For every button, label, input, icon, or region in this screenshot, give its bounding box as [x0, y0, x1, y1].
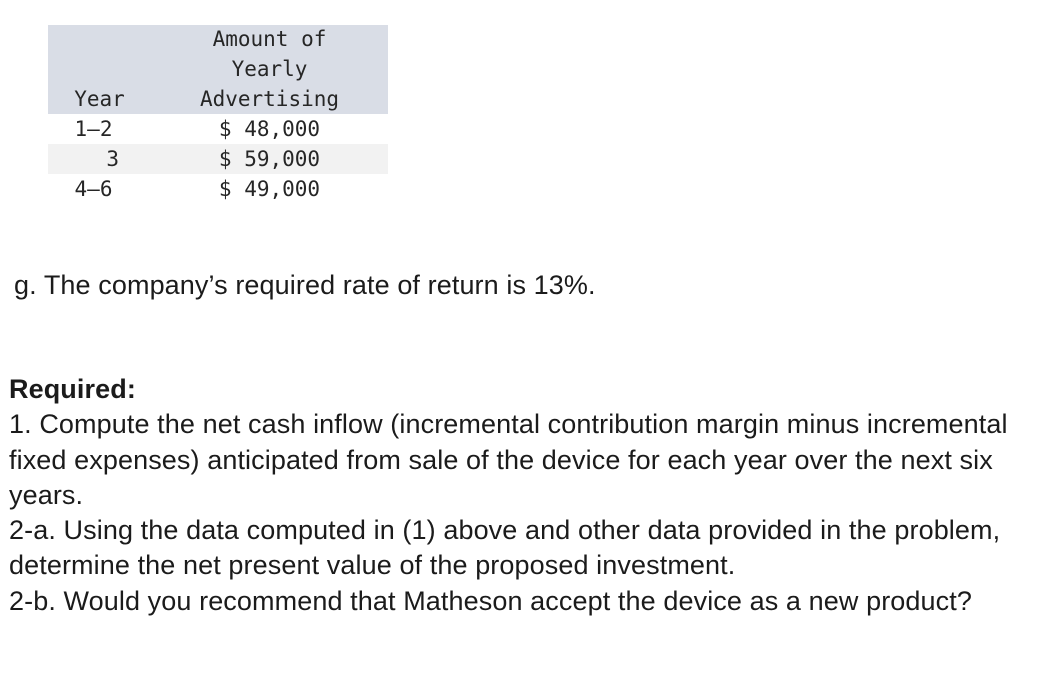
item-g-text: g. The company’s required rate of return is 13%. — [14, 270, 596, 300]
advertising-table — [48, 25, 388, 204]
question-2b: 2-b. Would you recommend that Matheson accept the device as a new product? — [9, 585, 972, 616]
required-section — [9, 372, 1039, 619]
row-amount-value: $ 59,000 — [218, 147, 321, 171]
row-year: 1–2 — [74, 117, 113, 141]
row-amount — [151, 174, 388, 204]
row-year: 3 — [106, 147, 119, 171]
table-header — [48, 25, 388, 114]
row-amount-value: $ 48,000 — [218, 117, 321, 141]
question-1: 1. Compute the net cash inflow (incremental contribution margin minus incremental fixed expenses) anticipated from sale of the device for each year over the next six years. — [9, 409, 1008, 510]
row-amount-value: $ 49,000 — [218, 177, 321, 201]
question-2a: 2-a. Using the data computed in (1) above and other data provided in the problem, determine the net present value of the proposed investment. — [9, 515, 1001, 581]
row-year: 4–6 — [74, 177, 113, 201]
required-title: Required: — [9, 374, 136, 404]
row-amount — [151, 144, 388, 174]
table-row — [48, 114, 388, 144]
table-row — [48, 144, 388, 174]
header-year: Year — [74, 87, 125, 111]
row-amount — [151, 114, 388, 144]
table-row — [48, 174, 388, 204]
header-amount: Amount of Yearly Advertising — [199, 27, 340, 111]
